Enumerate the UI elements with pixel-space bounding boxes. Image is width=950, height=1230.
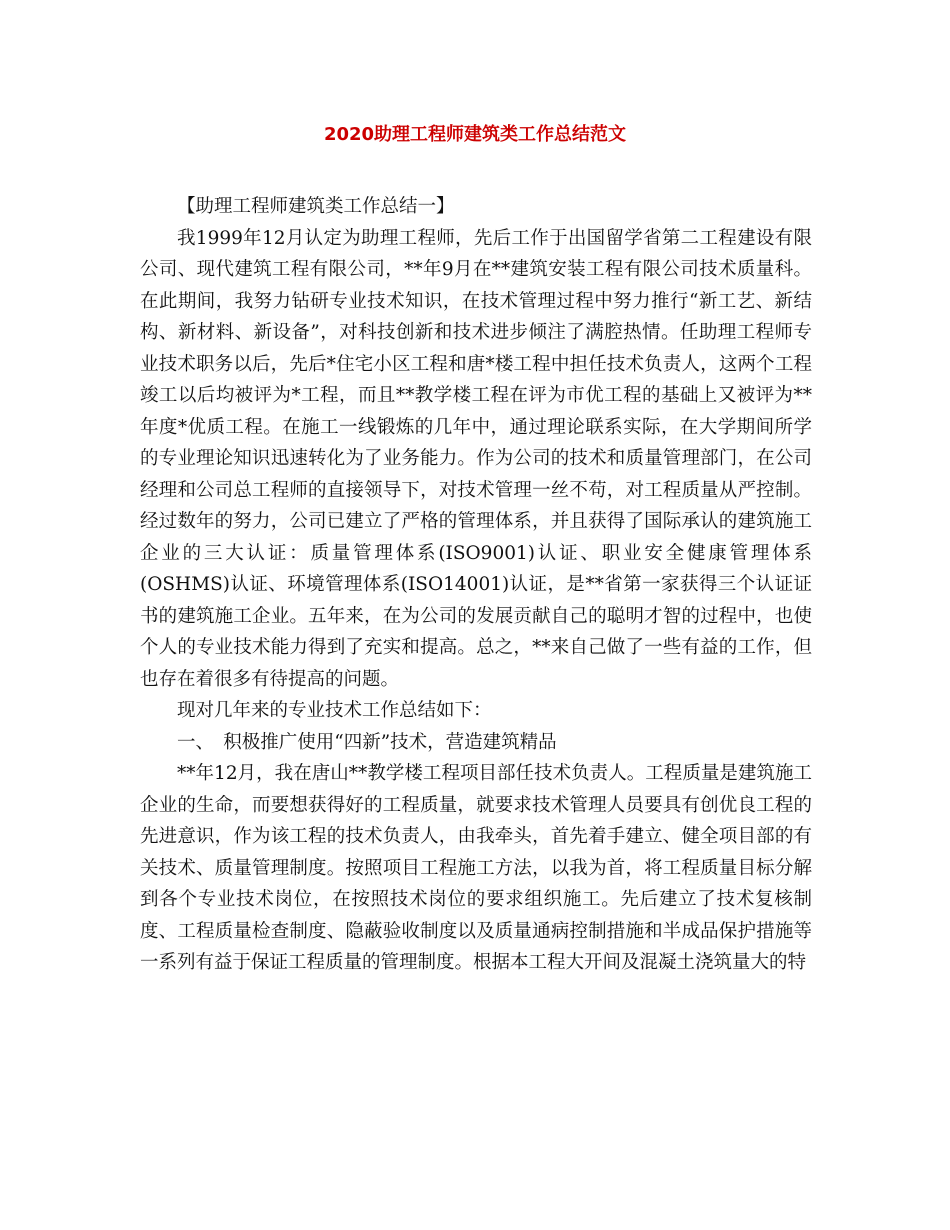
section-heading: 【助理工程师建筑类工作总结一】 — [177, 196, 455, 217]
subsection-heading-1: 一、 积极推广使用“四新”技术，营造建筑精品 — [177, 731, 557, 753]
paragraph-intro: 我1999年12月认定为助理工程师，先后工作于出国留学省第二工程建设有限公司、现代建筑工程有限公司，**年9月在**建筑安装工程有限公司技术质量科。在此期间，我努力钻研专业技术知识，在技术管理过程中努力推行“新工艺、新结构、新材料、新设备”，对科技创新和技术进步倾注了满腔热情。任助理工程师专业技术职务以后，先后*住宅小区工程和唐*楼工程中担任技术负责人，这两个工程竣工以后均被评为*工程，而且**教学楼工程在评为市优工程的基础上又被评为**年度*优质工程。在施工一线锻炼的几年中，通过理论联系实际，在大学期间所学的专业理论知识迅速转化为了业务能力。作为公司的技术和质量管理部门，在公司经理和公司总工程师的直接领导下，对技术管理一丝不苟，对工程质量从严控制。经过数年的努力，公司已建立了严格的管理体系，并且获得了国际承认的建筑施工企业的三大认证：质量管理体系(ISO9001)认证、职业安全健康管理体系(OSHMS)认证、环境管理体系(ISO14001)认证，是**省第一家获得三个认证证书的建筑施工企业。五年来，在为公司的发展贡献自己的聪明才智的过程中，也使个人的专业技术能力得到了充实和提高。总之，**来自己做了一些有益的工作，但也存在着很多有待提高的问题。 — [140, 227, 812, 690]
document-body — [140, 191, 812, 979]
document-title: 2020助理工程师建筑类工作总结范文 — [323, 124, 627, 145]
paragraph-project: **年12月，我在唐山**教学楼工程项目部任技术负责人。工程质量是建筑施工企业的生命，而要想获得好的工程质量，就要求技术管理人员要具有创优良工程的先进意识，作为该工程的技术负责人，由我牵头，首先着手建立、健全项目部的有关技术、质量管理制度。按照项目工程施工方法，以我为首，将工程质量目标分解到各个专业技术岗位，在按照技术岗位的要求组织施工。先后建立了技术复核制度、工程质量检查制度、隐蔽验收制度以及质量通病控制措施和半成品保护措施等一系列有益于保证工程质量的管理制度。根据本工程大开间及混凝土浇筑量大的特 — [140, 763, 812, 973]
paragraph-summary-lead: 现对几年来的专业技术工作总结如下： — [177, 700, 492, 721]
